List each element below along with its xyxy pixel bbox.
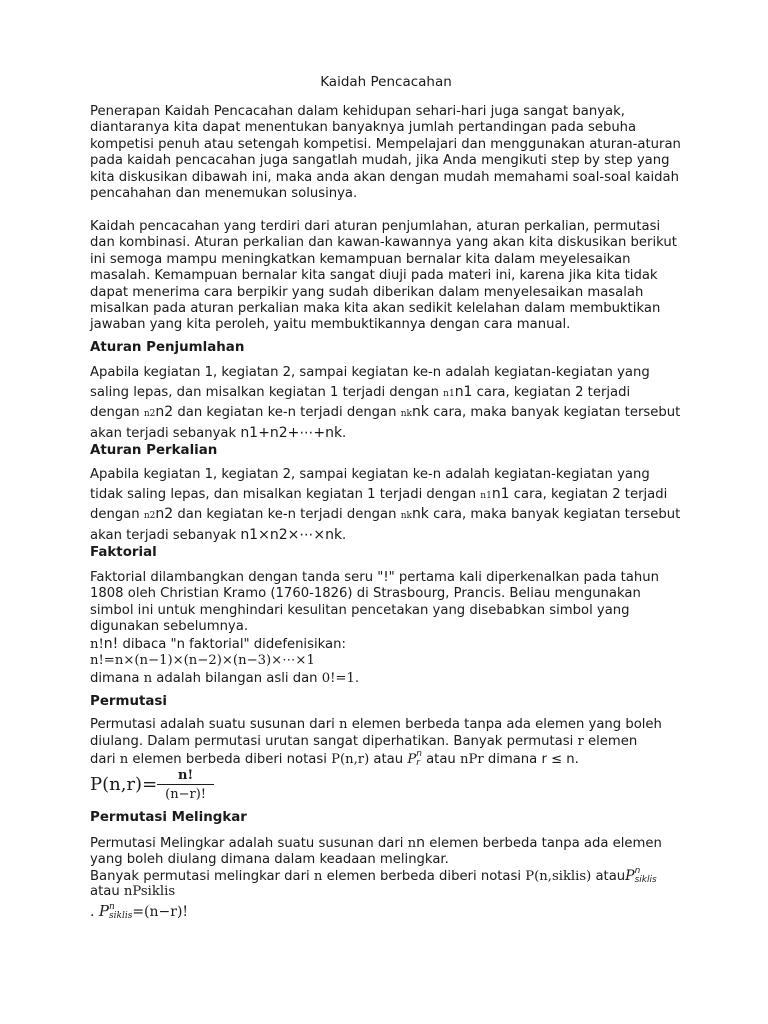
- permutasi-line-3: dari n elemen berbeda diberi notasi P(n,r) atau P n r atau nPr dimana r ≤ n.: [90, 749, 579, 768]
- permutasi-line-1: Permutasi adalah suatu susunan dari n elemen berbeda tanpa ada elemen yang boleh: [90, 717, 662, 732]
- permutasi-line-2: diulang. Dalam permutasi urutan sangat diperhatikan. Banyak permutasi r elemen: [90, 734, 638, 749]
- melingkar-formula: . P n siklis =(n−r)!: [90, 902, 189, 921]
- heading-aturan-penjumlahan: Aturan Penjumlahan: [90, 340, 245, 355]
- product-formula: n1×n2×⋯×nk: [240, 526, 343, 543]
- intro-paragraph-2: Kaidah pencacahan yang terdiri dari aturan penjumlahan, aturan perkalian, permutasi dan kombinasi. Aturan perkalian dan kawan-kawannya yang akan kita diskusikan berikut ini semoga mampu meningkatkan kemampuan bernalar kita dalam meyelesaikan masalah. Kemampuan bernalar kita sangat diuji pada materi ini, karena jika kita tidak dapat menerima cara berpikir yang sudah diberikan dalam menyelesaikan masalah misalkan pada aturan perkalian maka kita akan sedikit kelelahan dalam membuktikan jawaban yang kita peroleh, yaitu membuktikannya dengan cara manual.: [90, 219, 677, 333]
- faktorial-definition-line: n!n! dibaca "n faktorial" didefenisikan:: [90, 636, 346, 652]
- document-title: Kaidah Pencacahan: [320, 74, 452, 90]
- melingkar-line-3: Banyak permutasi melingkar dari n elemen berbeda diberi notasi P(n,siklis) atauP n siklis: [90, 866, 657, 885]
- faktorial-formula: n!=n×(n−1)×(n−2)×(n−3)×⋯×1: [90, 653, 315, 668]
- permutasi-formula: P(n,r)= $\frac{n!}{(n-r)!}$: [90, 768, 214, 802]
- faktorial-note: dimana n adalah bilangan asli dan 0!=1.: [90, 671, 360, 686]
- penjumlahan-paragraph: Apabila kegiatan 1, kegiatan 2, sampai kegiatan ke-n adalah kegiatan-kegiatan yang saling lepas, dan misalkan kegiatan 1 terjadi dengan n1n1 cara, kegiatan 2 terjadi dengan n2n2 dan kegiatan ke-n terjadi dengan nknk cara, maka banyak kegiatan tersebut akan terjadi sebanyak n1+n2+⋯+nk.: [90, 365, 681, 441]
- perkalian-paragraph: Apabila kegiatan 1, kegiatan 2, sampai kegiatan ke-n adalah kegiatan-kegiatan yang tidak saling lepas, dan misalkan kegiatan 1 terjadi dengan n1n1 cara, kegiatan 2 terjadi dengan n2n2 dan kegiatan ke-n terjadi dengan nknk cara, maka banyak kegiatan tersebut akan terjadi sebanyak n1×n2×⋯×nk.: [90, 467, 681, 543]
- intro-paragraph-1: Penerapan Kaidah Pencacahan dalam kehidupan sehari-hari juga sangat banyak, diantaranya kita dapat menentukan banyaknya jumlah pertandingan pada sebuha kompetisi penuh atau setengah kompetisi. Mempelajari dan menggunakan aturan-aturan pada kaidah pencacahan juga sangatlah mudah, jika Anda mengikuti step by step yang kita diskusikan dibawah ini, maka anda akan dengan mudah memahami soal-soal kaidah pencahahan dan menemukan solusinya.: [90, 104, 681, 202]
- faktorial-paragraph: Faktorial dilambangkan dengan tanda seru "!" pertama kali diperkenalkan pada tahun 1808 oleh Christian Kramo (1760-1826) di Strasbourg, Prancis. Beliau mengunakan simbol ini untuk menghindari kesulitan pencetakan yang disebabkan simbol yang digunakan sebelumnya.: [90, 570, 659, 635]
- melingkar-line-2: yang boleh diulang dimana dalam keadaan melingkar.: [90, 852, 449, 867]
- sum-formula: n1+n2+⋯+nk: [240, 424, 343, 441]
- melingkar-line-1: Permutasi Melingkar adalah suatu susunan dari nn elemen berbeda tanpa ada elemen: [90, 835, 662, 851]
- heading-aturan-perkalian: Aturan Perkalian: [90, 443, 218, 458]
- heading-permutasi-melingkar: Permutasi Melingkar: [90, 810, 247, 825]
- heading-faktorial: Faktorial: [90, 545, 157, 560]
- heading-permutasi: Permutasi: [90, 694, 167, 709]
- melingkar-line-4: atau nPsiklis: [90, 884, 176, 899]
